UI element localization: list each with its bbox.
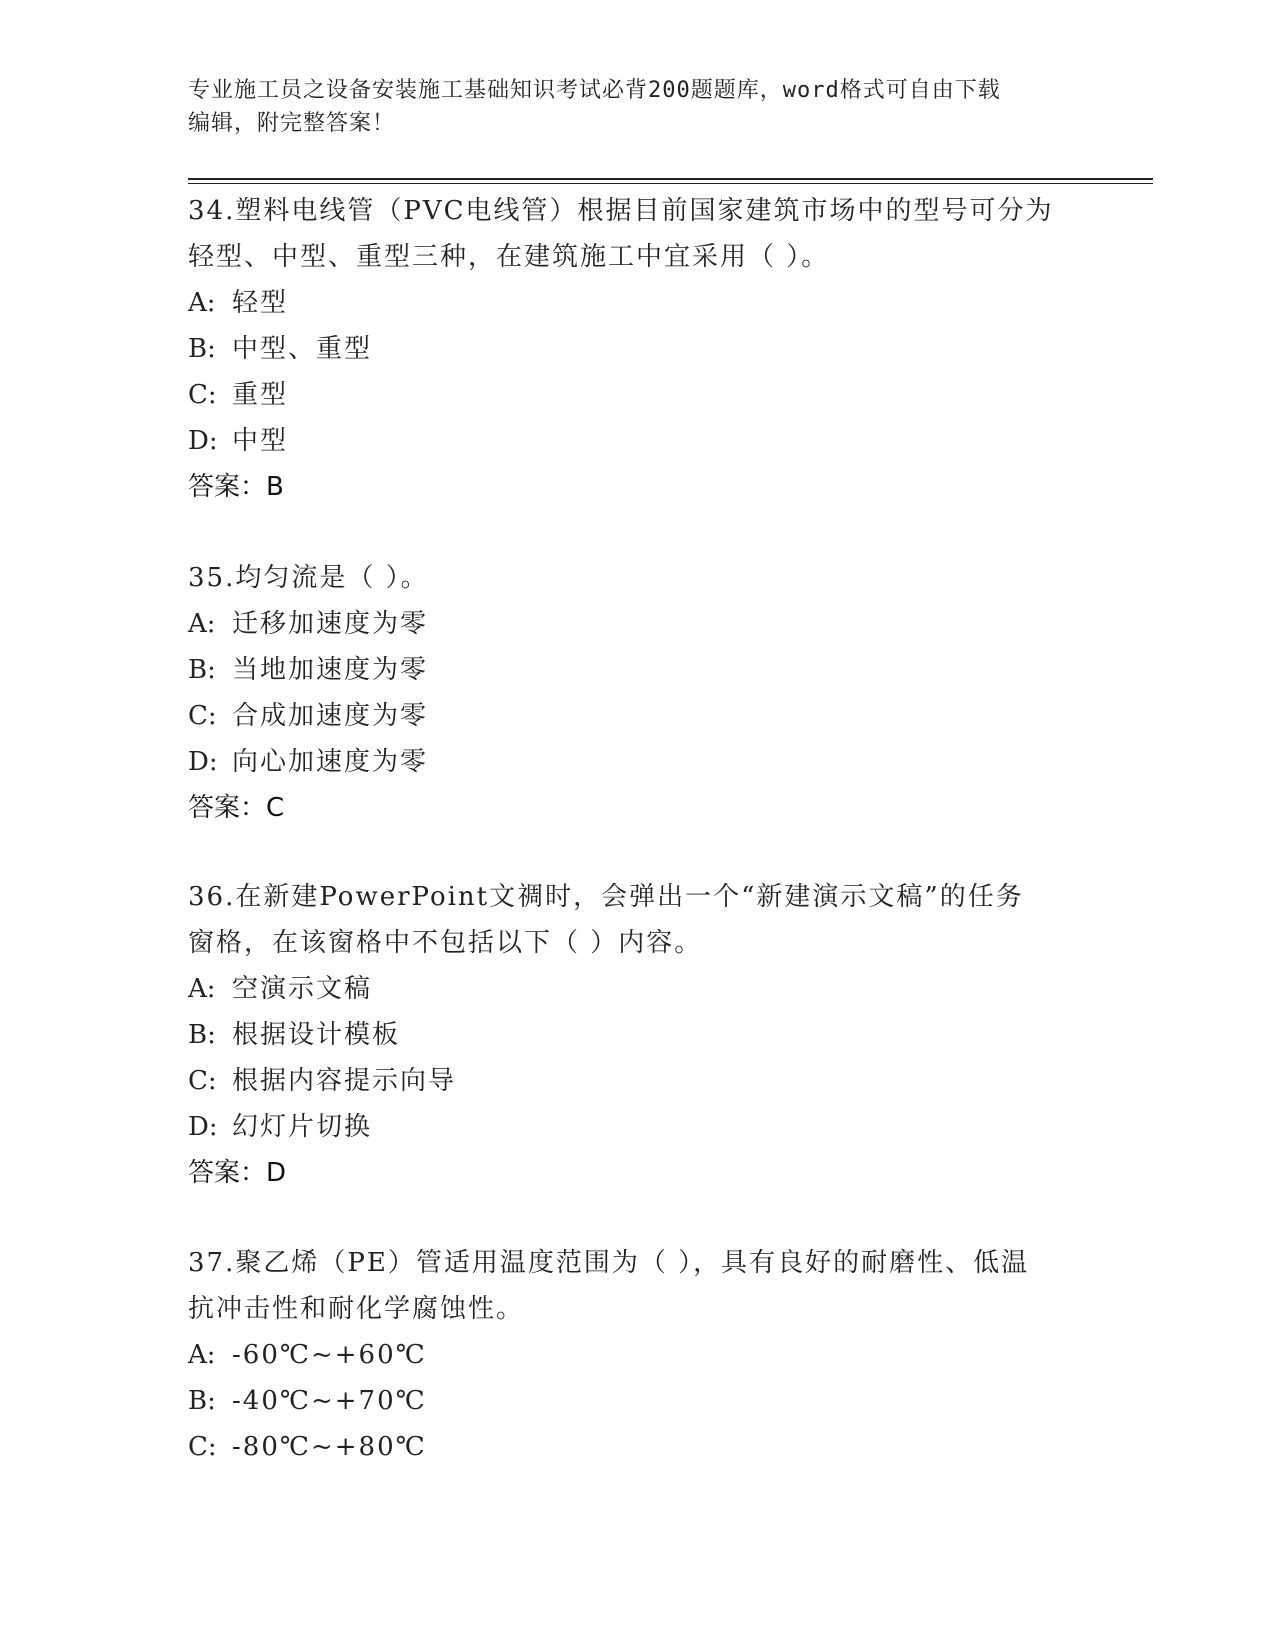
- option-c: [188, 1424, 1068, 1470]
- option-text: 向心加速度为零: [232, 747, 429, 777]
- option-c: [188, 372, 1068, 418]
- option-text: 中型、重型: [232, 334, 373, 364]
- option-letter: D:: [188, 426, 218, 456]
- option-letter: B:: [188, 655, 216, 685]
- option-a: [188, 1332, 1068, 1378]
- option-letter: C:: [188, 1432, 217, 1462]
- option-d: [188, 739, 1068, 785]
- option-letter: C:: [188, 1066, 217, 1096]
- option-b: [188, 326, 1068, 372]
- header-divider-thick: [188, 178, 1153, 180]
- option-text: 中型: [232, 426, 289, 456]
- option-c: [188, 1058, 1068, 1104]
- question-36: [188, 874, 1068, 1196]
- question-stem-line: 34.塑料电线管（PVC电线管）根据目前国家建筑市场中的型号可分为: [188, 196, 1054, 226]
- option-text: 根据内容提示向导: [232, 1066, 457, 1096]
- option-a: [188, 966, 1068, 1012]
- option-text: 空演示文稿: [232, 974, 373, 1004]
- question-stem-line: 36.在新建PowerPoint文禂时，会弹出一个“新建演示文稿”的任务: [188, 882, 1024, 912]
- option-text: 重型: [232, 380, 289, 410]
- option-letter: B:: [188, 334, 216, 364]
- document-header: [188, 74, 1068, 140]
- option-text: -40℃~+70℃: [232, 1386, 427, 1416]
- option-b: [188, 647, 1068, 693]
- question-stem-line: 抗冲击性和耐化学腐蚀性。: [188, 1294, 525, 1324]
- header-line-2: 编辑，附完整答案！: [188, 111, 396, 136]
- option-text: 合成加速度为零: [232, 701, 429, 731]
- option-b: [188, 1012, 1068, 1058]
- question-35: [188, 555, 1068, 831]
- option-letter: D:: [188, 1112, 218, 1142]
- option-b: [188, 1378, 1068, 1424]
- option-text: 迁移加速度为零: [232, 609, 429, 639]
- option-c: [188, 693, 1068, 739]
- question-stem-line: 37.聚乙烯（PE）管适用温度范围为（ ），具有良好的耐磨性、低温: [188, 1248, 1030, 1278]
- option-letter: A:: [188, 288, 216, 318]
- question-stem-line: 窗格，在该窗格中不包括以下（ ）内容。: [188, 928, 703, 958]
- option-letter: A:: [188, 974, 216, 1004]
- option-text: -60℃~+60℃: [232, 1340, 427, 1370]
- option-text: -80℃~+80℃: [232, 1432, 427, 1462]
- option-d: [188, 418, 1068, 464]
- answer-line: 答案：D: [188, 1158, 287, 1188]
- option-letter: A:: [188, 609, 216, 639]
- option-text: 幻灯片切换: [232, 1112, 373, 1142]
- answer-line: 答案：C: [188, 793, 285, 823]
- question-stem-line: 35.均匀流是（ ）。: [188, 563, 429, 593]
- option-a: [188, 280, 1068, 326]
- option-text: 根据设计模板: [232, 1020, 401, 1050]
- question-stem-line: 轻型、中型、重型三种，在建筑施工中宜采用（ ）。: [188, 242, 830, 272]
- option-letter: D:: [188, 747, 218, 777]
- option-letter: B:: [188, 1386, 216, 1416]
- header-line-1: 专业施工员之设备安装施工基础知识考试必背200题题库，word格式可自由下载: [188, 78, 1001, 103]
- option-letter: A:: [188, 1340, 216, 1370]
- question-37: [188, 1240, 1068, 1470]
- answer-line: 答案：B: [188, 472, 284, 502]
- option-text: 轻型: [232, 288, 289, 318]
- option-text: 当地加速度为零: [232, 655, 429, 685]
- option-d: [188, 1104, 1068, 1150]
- option-letter: B:: [188, 1020, 216, 1050]
- option-letter: C:: [188, 701, 217, 731]
- option-a: [188, 601, 1068, 647]
- header-divider-thin: [188, 183, 1153, 184]
- question-34: [188, 188, 1068, 510]
- option-letter: C:: [188, 380, 217, 410]
